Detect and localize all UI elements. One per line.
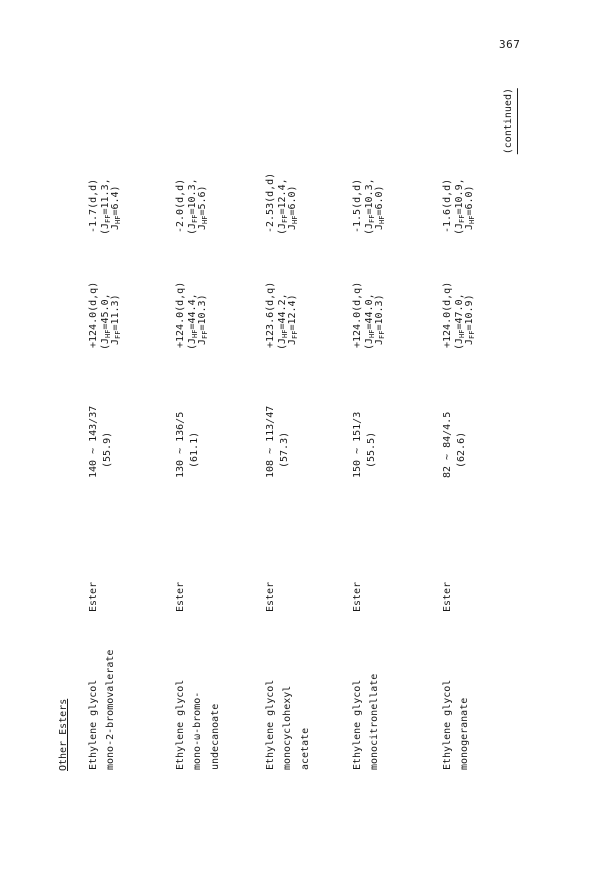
cf3-coupling-hf-subscript: HF: [368, 329, 376, 338]
compound-type: Ester: [175, 581, 186, 612]
compound-name-line: Ethylene glycol: [442, 679, 453, 770]
compound-name-line: undecanoate: [209, 703, 221, 770]
cf-coupling-ff-value: =10.9,: [454, 178, 465, 215]
cf-coupling-hf-subscript: HF: [378, 215, 386, 224]
cf-coupling-ff-prefix: (J: [277, 222, 288, 235]
page-number: 367: [499, 38, 521, 51]
compound-name-line: Ethylene glycol: [265, 679, 276, 770]
cf-coupling-hf-prefix: J: [464, 223, 475, 230]
compound-type: Ester: [265, 581, 276, 612]
yield: (61.1): [189, 431, 200, 468]
cf3-coupling-hf-prefix: (J: [364, 337, 375, 350]
compound-name-line: mono-2-bromovalerate: [105, 649, 117, 770]
cf3-coupling-hf-value: =45.0,: [100, 293, 111, 330]
cf-coupling-hf-value: =5.6): [197, 185, 208, 216]
cf3-coupling-ff-prefix: J: [197, 338, 208, 345]
cf-coupling-hf: [110, 185, 122, 230]
cf3-shift: +124.0(d,q): [175, 281, 186, 348]
cf-coupling-ff-subscript: FF: [458, 214, 466, 223]
section-title: Other Esters: [58, 698, 69, 771]
cf-coupling-hf-subscript: HF: [291, 215, 299, 224]
cf-coupling-ff-value: =11.3,: [100, 178, 111, 215]
yield: (55.9): [102, 431, 113, 468]
cf3-coupling-ff-subscript: FF: [468, 330, 476, 339]
cf3-coupling-ff-prefix: J: [374, 338, 385, 345]
cf-shift: -1.7(d,d): [88, 178, 99, 233]
cf-shift: -2.0(d,d): [175, 178, 186, 233]
cf-coupling-hf-subscript: HF: [114, 215, 122, 224]
cf3-coupling-hf-value: =44.2,: [277, 293, 288, 330]
cf-coupling-hf-prefix: J: [374, 223, 385, 230]
cf-coupling-ff-value: =10.3,: [187, 178, 198, 215]
cf3-coupling-ff: [287, 294, 299, 345]
cf-coupling-hf-value: =6.4): [110, 185, 121, 216]
cf3-coupling-ff-value: =10.3): [374, 294, 385, 331]
cf3-coupling-hf-prefix: (J: [187, 337, 198, 350]
compound-name-line: Ethylene glycol: [352, 679, 363, 770]
yield: (57.3): [279, 431, 290, 468]
cf3-shift: +124.0(d,q): [352, 281, 363, 348]
boiling-point: 150 ~ 151/3: [352, 411, 363, 478]
cf-coupling-hf-value: =6.0): [464, 185, 475, 216]
compound-name-line: monocitronellate: [369, 673, 381, 770]
compound-type: Ester: [352, 581, 363, 612]
cf3-coupling-ff-prefix: J: [287, 338, 298, 345]
cf-coupling-ff-subscript: FF: [191, 214, 199, 223]
cf3-coupling-ff-subscript: FF: [291, 330, 299, 339]
cf3-shift: +124.0(d,q): [88, 281, 99, 348]
cf3-coupling-ff-prefix: J: [464, 338, 475, 345]
compound-name-line: monogeranate: [459, 697, 471, 770]
cf-coupling-hf: [464, 185, 476, 230]
cf-shift: -2.53(d,d): [265, 172, 276, 233]
yield: (62.6): [456, 431, 467, 468]
cf3-coupling-ff: [197, 294, 209, 345]
compound-name-line: mono-ω-bromo-: [192, 691, 204, 770]
cf3-coupling-ff-subscript: FF: [378, 330, 386, 339]
cf-coupling-hf-prefix: J: [287, 223, 298, 230]
cf-coupling-ff-subscript: FF: [104, 214, 112, 223]
cf-coupling-hf-value: =6.0): [287, 185, 298, 216]
compound-name-line: Ethylene glycol: [175, 679, 186, 770]
cf3-coupling-ff: [374, 294, 386, 345]
cf3-coupling-hf-value: =47.0,: [454, 293, 465, 330]
cf-coupling-hf-subscript: HF: [468, 215, 476, 224]
boiling-point: 130 ~ 136/5: [175, 411, 186, 478]
compound-name-line: monocyclohexyl: [282, 685, 294, 770]
cf3-coupling-hf-prefix: (J: [277, 337, 288, 350]
cf3-coupling-ff-value: =11.3): [110, 294, 121, 331]
cf3-coupling-ff-value: =12.4): [287, 294, 298, 331]
cf-coupling-hf-subscript: HF: [201, 215, 209, 224]
yield: (55.5): [366, 431, 377, 468]
cf-coupling-ff-value: =10.3,: [364, 178, 375, 215]
continued-label: (continued): [503, 88, 518, 154]
boiling-point: 108 ~ 113/47: [265, 405, 276, 478]
cf-coupling-hf: [197, 185, 209, 230]
cf3-coupling-hf-prefix: (J: [454, 337, 465, 350]
cf-coupling-ff-prefix: (J: [187, 222, 198, 235]
cf3-coupling-hf-subscript: HF: [104, 329, 112, 338]
cf-coupling-ff-prefix: (J: [100, 222, 111, 235]
compound-name-line: Ethylene glycol: [88, 679, 99, 770]
boiling-point: 140 ~ 143/37: [88, 405, 99, 478]
cf3-coupling-ff-subscript: FF: [114, 330, 122, 339]
cf-coupling-hf: [287, 185, 299, 230]
cf3-coupling-hf-value: =44.4,: [187, 293, 198, 330]
cf-coupling-hf-value: =6.0): [374, 185, 385, 216]
cf3-coupling-ff: [464, 294, 476, 345]
cf-coupling-hf-prefix: J: [197, 223, 208, 230]
cf3-coupling-hf-subscript: HF: [191, 329, 199, 338]
cf-coupling-hf: [374, 185, 386, 230]
cf-coupling-ff-subscript: FF: [368, 214, 376, 223]
compound-type: Ester: [88, 581, 99, 612]
compound-type: Ester: [442, 581, 453, 612]
cf3-coupling-ff-subscript: FF: [201, 330, 209, 339]
cf3-shift: +123.6(d,q): [265, 281, 276, 348]
cf3-coupling-hf-subscript: HF: [281, 329, 289, 338]
cf-coupling-ff-value: =12.4,: [277, 178, 288, 215]
cf3-coupling-hf-subscript: HF: [458, 329, 466, 338]
cf-shift: -1.6(d,d): [442, 178, 453, 233]
boiling-point: 82 ~ 84/4.5: [442, 411, 453, 478]
cf3-shift: +124.0(d,q): [442, 281, 453, 348]
compound-name-line: acetate: [299, 727, 311, 770]
cf-shift: -1.5(d,d): [352, 178, 363, 233]
cf3-coupling-ff: [110, 294, 122, 345]
cf3-coupling-hf-value: =44.0,: [364, 293, 375, 330]
cf-coupling-hf-prefix: J: [110, 223, 121, 230]
cf3-coupling-hf-prefix: (J: [100, 337, 111, 350]
cf3-coupling-ff-prefix: J: [110, 338, 121, 345]
cf3-coupling-ff-value: =10.3): [197, 294, 208, 331]
cf-coupling-ff-prefix: (J: [454, 222, 465, 235]
cf-coupling-ff-subscript: FF: [281, 214, 289, 223]
cf3-coupling-ff-value: =10.9): [464, 294, 475, 331]
cf-coupling-ff-prefix: (J: [364, 222, 375, 235]
